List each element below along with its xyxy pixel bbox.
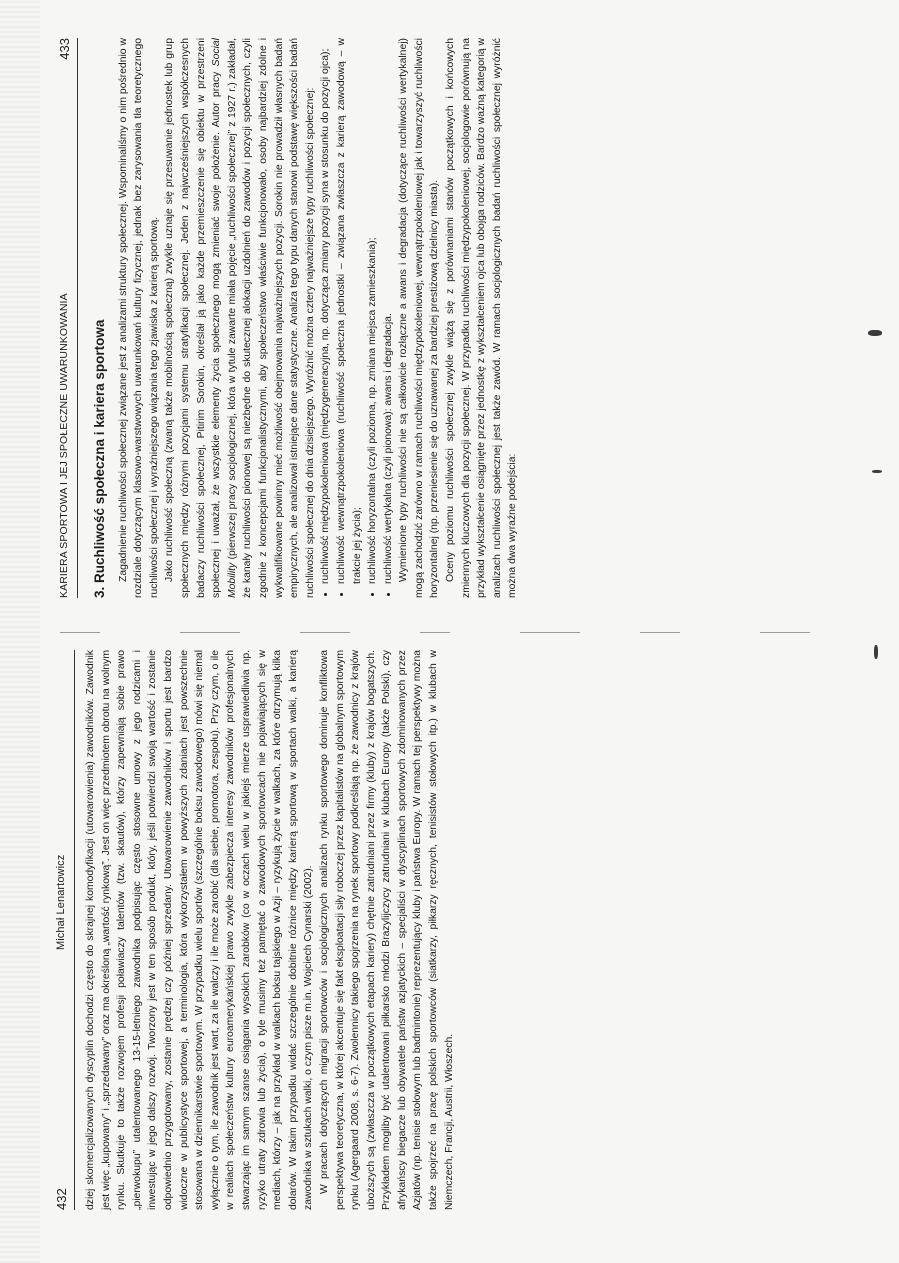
page-header [52,650,75,1210]
paragraph-text: (pierwszej pracy socjologicznej, która w tytule zawarte miała pojęcie „ruchliwości społecznej” z 1927 r.) zakładał, że kanały ruchliwości pionowej są niezbędne do skutecznej alokacji uzdolnień do zawodów i pozycji społecznych, czyli zgodnie z koncepcjami funkcjonalistycznymi, aby społeczeństwo właściwie funkcjonowało, osoby najbardziej zdolne i wykwalifikowane powinny mieć możliwość obejmowania najważniejszych pozycji. Sorokin nie prowadził własnych badań empirycznych, ale analizował istniejące dane statystyczne. Analiza tego typu danych stanowi podstawę większości badań ruchliwości społecznej do dnia dzisiejszego. Wyróżnić można cztery najważniejsze typy ruchliwości społecznej: [226,38,316,598]
list-item: • ruchliwość horyzontalna (czyli pozioma, np. zmiana miejsca zamieszkania); [365,38,381,584]
list-item: • ruchliwość wertykalna (czyli pionowa): awans i degradacja. [381,38,397,584]
scan-smudge [868,330,882,336]
page-body [78,38,521,598]
running-head-author: Michał Lenartowicz [55,854,67,950]
page-number: 433 [57,38,72,60]
list-item: • ruchliwość wewnątrzpokoleniowa (ruchliwość społeczna jednostki – związana zwłaszcza z karierą zawodową – w trakcie jej życia); [334,38,365,584]
page-433 [55,38,519,598]
body-paragraph [162,38,318,598]
section-heading: 3. Ruchliwość społeczna i kariera sportowa [92,319,107,598]
body-paragraph: Oceny poziomu ruchliwości społecznej zwykle wiążą się z porównaniami stanów początkowych i końcowych zmiennych kluczowych dla pozycji społecznej. W przypadku ruchliwości międzypokoleniowej, socjologowie porównują na przykład wykształcenie osiągnięte przez jednostkę z wykształceniem ojca lub obojga rodziców. Bardzo ważną kategorią w analizach ruchliwości społecznej jest także zawód. W ramach socjologicznych badań ruchliwości społecznej wyróżnić można dwa wyraźne podejścia: [445,38,519,598]
body-paragraph: Wymienione typy ruchliwości nie są całkowicie rozłączne a awans i degradacja (dotyczące ruchliwości wertykalnej) mogą zachodzić zarówno w ramach ruchliwości międzypokoleniowej, wewnątrzpokoleniowej jak i towarzyszyć ruchliwości horyzontalnej (np. przeniesienie się do uznawanej za bardziej prestiżową dzielnicy miasta). [398,38,441,598]
mobility-types-list [318,38,396,598]
body-paragraph: W pracach dotyczących migracji sportowców i socjologicznych analizach rynku sportowego dominuje konfliktowa perspektywa teoretyczna, w której akcentuje się fakt eksploatacji siły roboczej przez kapitalistów na globalnym sportowym rynku (Agergaard 2008, s. 6-7). Zwolennicy takiego spojrzenia na rynek sportowy podkreślają np. że zawodnicy z krajów uboższych są (zwłaszcza w początkowych etapach kariery) chętnie zatrudniani przez firmy (kluby) z krajów bogatszych. Przykładem mogliby być utalentowani piłkarsko młodzi Brazylijczycy zatrudniani w klubach Europy (także Polski), czy afrykańscy biegacze lub obywatele państw azjatyckich – specjaliści w dyscyplinach sportowych zdominowanych przez Azjatów (np. tenisie stołowym lub badmintonie) reprezentujący kluby i państwa Europy. W ramach tej perspektywy można także spojrzeć na pracę polskich sportowców (siatkarzy, piłkarzy ręcznych, tenisistów stołowych itp.) w klubach w Niemczech, Francji, Austrii, Włoszech. [318,650,455,1210]
page-number: 432 [54,1188,69,1210]
scan-smudge [874,645,878,659]
book-title: Social Mobility [211,38,238,598]
running-head-title: KARIERA SPORTOWA I JEJ SPOŁECZNE UWARUNKOWANIA [58,293,70,598]
scan-smudge [872,470,882,473]
paragraph-text: Jako ruchliwość społeczną (zwaną także mobilnością społeczną) zwykle uznaje się przesuwanie jednostek lub grup społecznych między różnymi pozycjami systemu stratyfikacji społecznej. Jeden z najwcześniejszych współczesnych badaczy ruchliwości społecznej, Pitirim Sorokin, określał ją jako każde przemieszczenie się obiektu w przestrzeni społecznej i uważał, że wszystkie elementy życia społecznego mogą zmieniać swoje położenie. Autor pracy [164,38,223,598]
page-header [55,38,78,598]
page-432 [52,650,492,1210]
body-paragraph: dziej skomercjalizowanych dyscyplin dochodzi często do skrajnej komodyfikacji (utowarowienia) zawodników. Zawodnik jest więc „kupowany” i „sprzedawany” oraz ma określoną „wartość rynkową”. Jest on więc przedmiotem obrotu na wolnym rynku. Skutkuje to także rozwojem profesji poławiaczy talentów (tzw. skautów), którzy zapewniają sobie prawo „pierwokupu” utalentowanego 13-15-letniego zawodnika podpisując często stosowne umowy z jego rodzicami i inwestując w jego dalszy rozwój. Tworzony jest w ten sposób produkt, który, jeśli potwierdzi swoją wartość i zostanie odpowiednio przygotowany, zostanie prędzej czy później sprzedany. Utowarowienie zawodników i sportu jest bardzo widoczne w publicystyce sportowej, a terminologia, która wykorzystałem w powyższych zdaniach jest powszechnie stosowana w dziennikarstwie sportowym. W przypadku wielu sportów (szczególnie boksu zawodowego) mówi się niemal wyłącznie o tym, ile zawodnik jest wart, za ile walczy i ile może zarobić (dla siebie, promotora, zespołu). Przy czym, o ile w realiach społeczeństw kultury euroamerykańskiej prawo zwykle zabezpiecza interesy zawodników profesjonalnych stwarzając im samym szanse osiągania wysokich zarobków (co w oczach wielu w jakiejś mierze usprawiedliwia np. ryzyko utraty zdrowia lub życia), o tyle musimy też pamiętać o zawodowych sportowcach nie pojawiających się w mediach, którzy – jak na przykład w walkach boksu tajskiego w Azji – ryzykują życie w walkach, za które otrzymują kilka dolarów. W takim przypadku widać szczególnie dobitnie różnice między karierą sportową w sportach walki, a karierą zawodnika w sztukach walki, o czym pisze m.in. Wojciech Cynarski (2002). [85,650,315,1210]
page-body [75,650,457,1210]
list-item: • ruchliwość międzypokoleniowa (międzygeneracyjna, np. dotycząca zmiany pozycji syna w stosunku do pozycji ojca); [318,38,334,584]
body-paragraph: Zagadnienie ruchliwości społecznej związane jest z analizami struktury społecznej. Wspominaliśmy o nim pośrednio w rozdziale dotyczącym klasowo-warstwowych uwarunkowań kultury fizycznej, jednak bez zarysowania tła teoretycznego ruchliwości społecznej i wyraźniejszego wiązania tego zjawiska z karierą sportową. [117,38,160,598]
page-gutter [0,626,899,640]
